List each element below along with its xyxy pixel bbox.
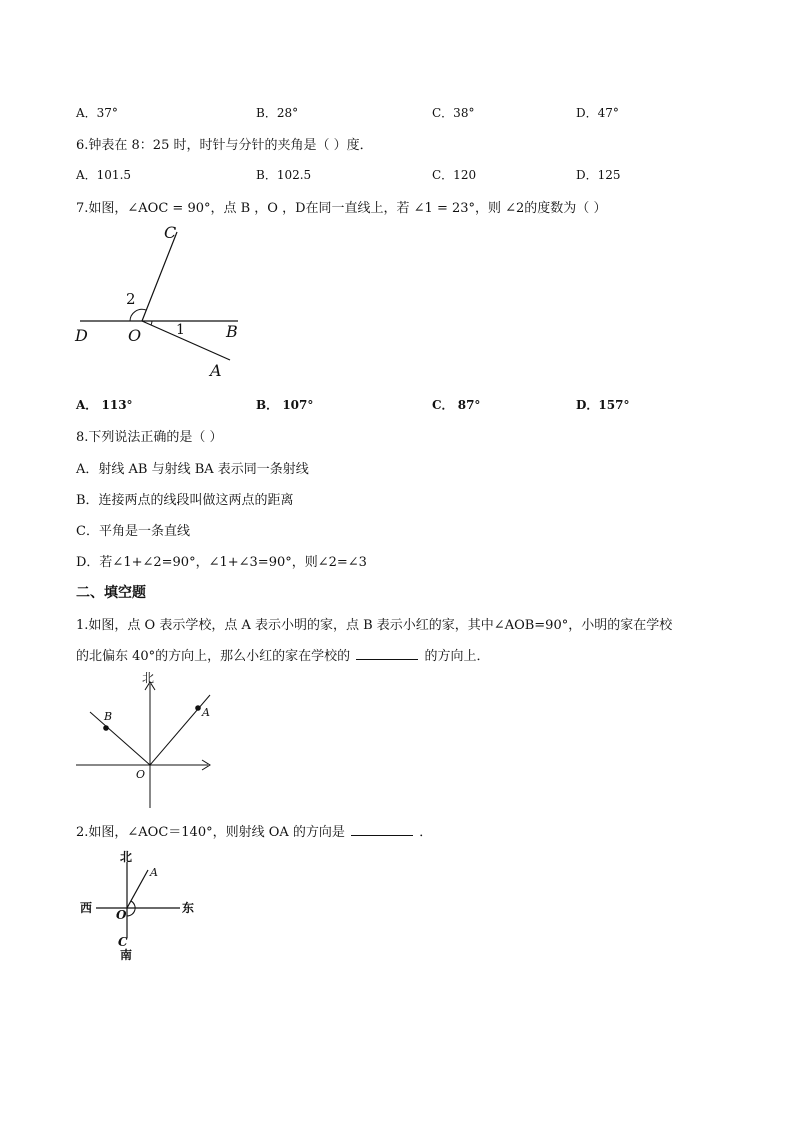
label-angle2: 2: [126, 290, 136, 308]
q7-option-c: C． 87°: [432, 398, 481, 412]
label-west: 西: [80, 901, 93, 915]
q7-option-b: B． 107°: [256, 398, 314, 412]
q6-option-d: D．125: [576, 168, 621, 182]
q8-option-b: B．连接两点的线段叫做这两点的距离: [76, 493, 294, 508]
ray-oa: [127, 870, 148, 908]
label-b: B: [104, 710, 113, 723]
q8-option-d: D．若∠1+∠2=90°，∠1+∠3=90°，则∠2=∠3: [76, 555, 367, 570]
f2-stem-text: 2.如图，∠AOC＝140°，则射线 OA 的方向是: [76, 825, 345, 840]
q7-option-d: D．157°: [576, 398, 630, 412]
ray-ob: [90, 712, 150, 765]
label-south: 南: [120, 948, 133, 962]
q6-option-b: B．102.5: [256, 168, 312, 182]
q6-option-c: C．120: [432, 168, 477, 182]
section-title: 二、填空题: [76, 585, 146, 601]
f2-figure: [78, 848, 208, 963]
q8-option-a: A．射线 AB 与射线 BA 表示同一条射线: [76, 462, 309, 477]
label-o: O: [128, 326, 142, 345]
point-a: [195, 705, 201, 711]
f1-line1: 1.如图，点 O 表示学校，点 A 表示小明的家，点 B 表示小红的家，其中∠AOB=90°，小明的家在学校: [76, 618, 673, 633]
label-angle1: 1: [176, 322, 185, 338]
ray-oa: [142, 321, 230, 360]
f2-stem-suffix: ．: [419, 825, 433, 840]
q6-stem: 6.钟表在 8：25 时，时针与分针的夹角是（ ）度．: [76, 138, 373, 153]
label-east: 东: [182, 901, 195, 915]
label-d: D: [75, 326, 88, 345]
label-b: B: [226, 322, 238, 341]
q6-option-a: A．101.5: [76, 168, 132, 182]
ray-oc: [142, 232, 177, 321]
label-c: C: [164, 223, 177, 242]
label-a: A: [210, 361, 222, 380]
q8-option-c: C．平角是一条直线: [76, 524, 190, 539]
f2-answer-blank[interactable]: [351, 823, 413, 836]
label-a: A: [202, 706, 210, 719]
q7-option-a: A． 113°: [76, 398, 133, 412]
q7-stem: 7.如图，∠AOC = 90°，点 B ，O ，D在同一直线上，若 ∠1 = 23°，则 ∠2的度数为（ ）: [76, 201, 607, 216]
f1-line2: [76, 645, 489, 664]
ray-oa: [150, 695, 210, 765]
q5-option-c: C．38°: [432, 106, 475, 120]
label-a: A: [150, 866, 158, 879]
f2-stem: [76, 821, 432, 840]
f1-line2-suffix: 的方向上．: [424, 649, 490, 664]
point-b: [103, 725, 109, 731]
angle1-arc: [151, 321, 152, 325]
label-c: C: [118, 935, 128, 949]
q5-option-d: D．47°: [576, 106, 619, 120]
q8-stem: 8.下列说法正确的是（ ）: [76, 430, 223, 445]
label-north: 北: [142, 671, 155, 685]
q5-option-a: A．37°: [76, 106, 118, 120]
label-north: 北: [120, 850, 133, 864]
q7-figure: [70, 222, 270, 382]
label-o: O: [136, 768, 146, 781]
f1-line2-text: 的北偏东 40°的方向上，那么小红的家在学校的: [76, 649, 351, 664]
f1-figure: [74, 670, 224, 810]
angle2-arc: [130, 309, 146, 321]
q5-option-b: B．28°: [256, 106, 299, 120]
f1-answer-blank[interactable]: [356, 647, 418, 660]
label-o: O: [116, 908, 127, 922]
